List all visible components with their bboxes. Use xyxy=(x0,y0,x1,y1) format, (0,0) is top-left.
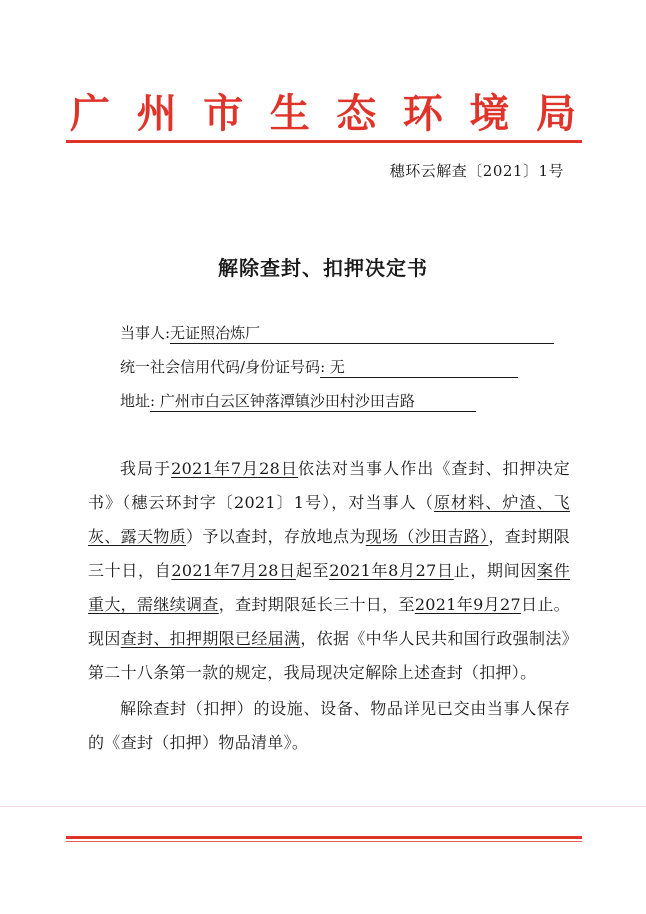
credit-code-value: : 无 xyxy=(320,356,518,378)
agency-char: 市 xyxy=(203,90,244,137)
extended-date: 2021年9月27 xyxy=(414,595,521,614)
decision-body xyxy=(88,452,570,760)
agency-char: 局 xyxy=(535,90,576,137)
agency-char: 州 xyxy=(136,90,177,137)
party-label: 当事人: xyxy=(120,324,171,342)
text-run: ，查封期限三十日，自 xyxy=(88,527,570,580)
body-paragraph-2: 解除查封（扣押）的设施、设备、物品详见已交由当事人保存的《查封（扣押）物品清单》。 xyxy=(88,699,570,752)
address-label: 地址 xyxy=(120,392,151,410)
end-date: 2021年8月27日 xyxy=(329,561,454,580)
document-number: 穗环云解查〔2021〕1号 xyxy=(389,162,564,180)
footer-red-rule xyxy=(66,836,582,839)
address-value: : 广州市白云区钟落潭镇沙田村沙田吉路 xyxy=(150,390,476,412)
text-run: 止，期间因 xyxy=(453,561,538,580)
text-run: ，查封期限延长三十日，至 xyxy=(218,595,415,614)
footer-red-rule-thin xyxy=(66,841,582,842)
text-run: 依法对当事人作出《查封、扣押决定书》（穗云环封字〔2021〕1号），对当事人（ xyxy=(88,459,570,512)
text-run: 日止。现因 xyxy=(88,595,570,648)
extension-reason: 案件重大，需继续调查 xyxy=(88,561,571,614)
page-fold-line xyxy=(0,806,646,807)
start-date: 2021年7月28日 xyxy=(171,561,296,580)
agency-char: 态 xyxy=(336,90,377,137)
address-field xyxy=(120,390,476,412)
party-value: 无证照冶炼厂 xyxy=(170,322,554,344)
seal-date: 2021年7月28日 xyxy=(171,459,298,478)
release-cause: 查封、扣押期限已经届满 xyxy=(120,629,301,648)
credit-code-field xyxy=(120,356,518,378)
text-run: ）予以查封，存放地点为 xyxy=(186,527,366,546)
header-red-rule xyxy=(66,140,582,143)
party-field xyxy=(120,322,554,344)
document-title: 解除查封、扣押决定书 xyxy=(218,256,428,280)
credit-code-label: 统一社会信用代码/身份证号码 xyxy=(120,358,321,376)
agency-char: 环 xyxy=(402,90,443,137)
text-run: 我局于 xyxy=(120,459,172,478)
agency-header xyxy=(70,88,576,140)
body-paragraph-1 xyxy=(88,452,570,690)
storage-place: 现场（沙田吉路） xyxy=(365,527,489,546)
text-run: ，依据《中华人民共和国行政强制法》第二十八条第一款的规定，我局现决定解除上述查封（扣押）。 xyxy=(88,629,570,682)
agency-char: 生 xyxy=(269,90,310,137)
agency-char: 广 xyxy=(70,90,110,137)
text-run: 起至 xyxy=(295,561,330,580)
agency-char: 境 xyxy=(469,90,510,137)
seized-items: 原材料、炉渣、飞灰、露天物质 xyxy=(88,493,570,546)
